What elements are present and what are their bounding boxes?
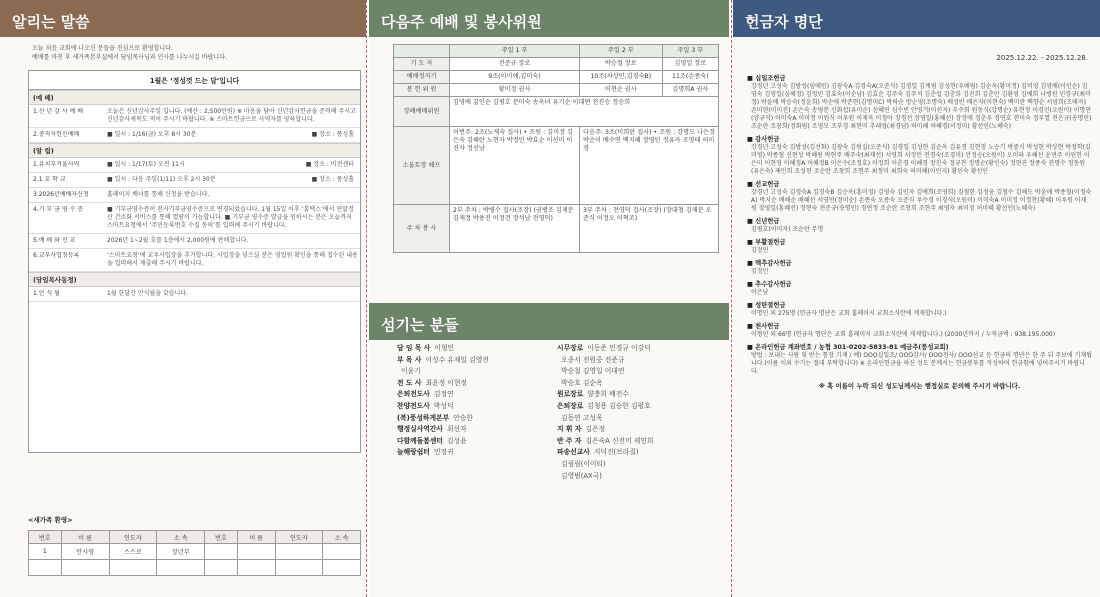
schedule-role: 장례예배위원 [394,97,450,127]
notice-value [107,161,358,169]
schedule-cell: 3부 주차 : 전영덕 집사(조장) (장대철 김재문 오준식 이정오 이혁조) [580,205,719,253]
server-entry [397,447,557,459]
server-names: 김은숙A 신전미 제민희 [585,436,654,445]
notice-value [107,131,358,139]
notice-text: ■ 일시 : 다음 주일(1/11) 오후 2시 30분 [107,176,216,183]
server-entry [557,424,717,436]
offering-names: 이형민 외 66명 (헌금자 명단은 교회 홈페이지 교회소식란에 게재합니다.) (2030년까지 / 누적금액 : 938,195,000) [751,331,1056,338]
schedule-role: 기 도 자 [394,58,450,71]
notice-place: ■ 장소 : 풍성홀 [311,176,354,183]
server-role: 은퇴장로 [557,401,584,410]
intro-line: 예배를 마친 후 새가족본부실에서 담임목사님과 인사를 나누시길 바랍니다. [32,53,227,61]
notice-value [107,108,358,124]
offering-category: ■ 온라인헌금 계좌번호 / 농협 301-0202-5833-81 예금주(풍성교회) [747,344,949,351]
notice-row [29,249,360,272]
server-line [397,424,717,436]
schedule-row [394,127,719,205]
schedule-row [394,71,719,84]
notice-row [29,188,360,203]
server-role: 전 도 사 [397,378,422,387]
server-names: 이형민 [434,344,455,352]
new-family-table [28,530,361,576]
schedule-cell: 박승철 장로 [580,58,663,71]
announcement-box [28,70,361,453]
table-cell [237,560,275,576]
server-names: 이동준 민경규 이강덕 [587,344,651,352]
server-entry [397,436,557,448]
server-line [397,401,717,413]
offering-category: ■ 천사헌금 [747,323,780,330]
notice-row [29,203,360,234]
notice-label: 1.안 식 월 [33,290,60,297]
schedule-role: 봉 헌 위 원 [394,84,450,97]
servers-list [397,343,717,482]
schedule-cell: 10조(차상민,김경숙B) [580,71,663,84]
table-cell [275,560,323,576]
schedule-row [394,58,719,71]
server-names: 안승한 [453,413,473,422]
offering-names: 이은남 [751,289,769,296]
server-entry [397,366,557,378]
notice-value [107,206,358,230]
offering-names: 김평호(이미자) 조순란 무명 [751,226,824,233]
offering-category: ■ 추수감사헌금 [747,281,792,288]
server-entry [397,459,557,471]
schedule-cell: 9조(이미애,김미숙) [450,71,580,84]
server-line [397,413,717,425]
table-row [29,560,361,576]
server-names: 김영범(AX국) [561,471,602,480]
server-role: 늘해랑쉼터 [397,448,430,457]
column-divider [731,0,732,597]
server-role: 부 목 사 [397,355,422,364]
server-line [397,459,717,471]
offering-list [747,70,1092,390]
table-cell [323,560,361,576]
notice-text: 1월 한달간 안식월을 갖습니다. [107,290,188,297]
table-cell [109,560,157,576]
server-entry [397,343,557,355]
server-entry [557,378,717,390]
notice-label: 4.기 부 금 영 수 증 [33,206,84,213]
announcements-header: 알리는 말씀 [0,0,366,37]
server-entry [557,436,717,448]
server-line [397,471,717,483]
notice-value [107,252,358,268]
table-cell: 안시영 [61,544,109,560]
server-names: 박승호 김순옥 [561,378,603,387]
schedule-role: 주 차 봉 사 [394,205,450,253]
schedule-cell: 김명희A 권사 [662,84,718,97]
server-names: 김청용 김승한 김평호 [587,401,651,410]
schedule-cell: 이번주: 2조(노재숙 집사) • 조원 : 김미정 김은숙 김혜란 노현자 박정민 박효순 이선미 이진자 정선남 [450,127,580,205]
server-names: 최윤정 이현정 [425,378,467,387]
schedule-row [394,205,719,253]
schedule-role: 예배정지기 [394,71,450,84]
servers-header: 섬기는 분들 [369,303,729,340]
notice-text: ‘스마트요청’에 교우사업장을 추가합니다. 사업장을 넣으실 분은 영업원 확인을 통해 접수된 내용을 입력해서 제출해 주시기 바랍니다. [107,252,358,267]
schedule-row [394,97,719,127]
next-week-header: 다음주 예배 및 봉사위원 [369,0,729,37]
schedule-header: 주일 1 부 [450,45,580,58]
server-names: 민정귀 [433,448,454,457]
new-family-header: 이 름 [237,531,275,544]
notice-place: ■ 장소 : 비전센터 [305,161,354,168]
new-family-header: 소 속 [323,531,361,544]
server-entry [397,378,557,390]
offering-category: ■ 십일조헌금 [747,75,786,82]
schedule-cell: 황미정 권사 [450,84,580,97]
server-entry [557,355,717,367]
offering-category: ■ 부활절헌금 [747,239,786,246]
server-names: 최선자 [446,425,467,434]
schedule-cell: 전준규 장로 [450,58,580,71]
notice-label: 6.교우사업정등록 [33,252,80,259]
schedule-cell: 김영배 김인순 김평호 문미숙 송옥녀 유기순 이대연 전진승 정승희 [450,97,719,127]
offering-category: ■ 맥추감사헌금 [747,260,792,267]
server-entry [397,424,557,436]
notice-label: 2.1 호 학 교 [33,176,66,183]
section-notices: (알 림) [29,143,360,158]
notice-row [29,173,360,188]
notice-value [107,191,358,199]
server-names: 김성윤 [446,436,467,445]
offering-names: 강경년 고성숙 김방성(김선화) 김광숙 김원실(오준식) 김경일 김성현 김순옥 김유경 김현정 노승기 박중식 박성현 박상현 박정학(김미영) 박종철 신현성 박혜원 박현주 배주숙(최재선) 서영희 서정민 전경숙(조경미) 안정승(오원이) 오미라 우혜선 윤연주 이원헌 이은미 이현영 이혜정A 이혜정B 이은수(조정호) 이정희 이춘경 이혜경 장진숙 정규찬 정명순(황인숙) 정현진 장종숙 전명수 정동원(유은숙) 제민희 조성현 조순란 조창희 조현주 최정미 최희숙 허미혜(이민지) 황인숙 황선인 [751,144,1091,175]
new-family-header: 번호 [205,531,238,544]
table-cell: 장년부 [157,544,205,560]
server-role: 찬양전도사 [397,401,430,410]
notice-label: 3.2026년예배자신청 [33,191,89,198]
column-divider [366,0,367,597]
server-entry [397,413,557,425]
server-role: 은퇴전도사 [397,390,430,399]
server-names: 김은정 [585,425,606,434]
new-family-header: 소 속 [157,531,205,544]
table-cell: 1 [29,544,62,560]
server-line [397,447,717,459]
server-line [397,343,717,355]
server-names: 박승철 김영일 이대연 [561,367,625,376]
new-family-header: 번호 [29,531,62,544]
server-role: 시무장로 [557,344,584,352]
server-role: 행정실사역간사 [397,425,443,434]
servers-header-wrap [369,303,729,340]
schedule-cell: 다음주: 3조(이희란 집사) • 조원 : 강명도 나은정 박순이 배수연 백지혜 장영민 정유자 조영태 허미경 [580,127,719,205]
welcome-intro [0,37,366,62]
offering-category: ■ 감사헌금 [747,136,780,143]
server-role: 반 주 자 [557,436,582,445]
server-names: 이윤기 [401,367,421,376]
new-family-header: 이 름 [61,531,109,544]
notice-row [29,128,360,143]
server-line [397,436,717,448]
schedule-cell: 2부 주차 : 박병수 집사(조장) (권병조 김재문 김재정 박용진 이정건 장석남 전영덕) [450,205,580,253]
schedule-cell: 김영일 장로 [662,58,718,71]
notice-label: 1.유치부겨울사역 [33,161,80,168]
server-names: 김동연 고성욱 [561,413,603,422]
notice-label: 5.예 배 와 선 교 [33,237,76,244]
server-entry [557,413,717,425]
offering-names: 김정민 [751,247,769,254]
server-line [397,389,717,401]
intro-line: 오늘 처음 교회에 나오신 분들을 진심으로 환영합니다. [32,45,173,52]
server-entry [557,471,717,483]
server-entry [557,447,717,459]
server-line [397,366,717,378]
offering-category: ■ 선교헌금 [747,181,780,188]
table-row [29,544,361,560]
notice-value [107,176,358,184]
table-cell [323,544,361,560]
server-line [397,355,717,367]
new-family-header: 인도자 [275,531,323,544]
server-names: 지덕진(브라질) [593,448,639,457]
table-cell [205,544,238,560]
month-theme-title: 1월은 ‘정성껏 드는 달’입니다 [29,71,360,90]
server-names: 김림림(이이티) [561,459,606,468]
table-cell [157,560,205,576]
table-cell: 스스로 [109,544,157,560]
server-line [397,378,717,390]
notice-text: 오늘은 신년감사주일 입니다. (예산 : 2,500만원) ※ 마음을 담아 신년감사헌금을 준비해 주시고 신년감사제목도 적어 주시기 바랍니다. ※ 스마트헌금으로 사역자를 양육합니다. [107,108,356,123]
schedule-cell: 11조(손종숙) [662,71,718,84]
notice-place: ■ 장소 : 풍성홀 [311,131,354,138]
new-family-header: 인도자 [109,531,157,544]
schedule-role: 소울토장 쉐프 [394,127,450,205]
server-role: (복)풍성하게본부 [397,413,450,422]
table-cell [237,544,275,560]
notice-text: 2026년 1~2월 호를 1층에서 2,000원에 판매합니다. [107,237,249,244]
server-entry [557,459,717,471]
server-entry [557,389,717,401]
notice-row [29,287,360,302]
section-worship: (예 배) [29,90,360,105]
section-pastor-news: (담임목사동정) [29,272,360,287]
server-entry [397,471,557,483]
server-entry [557,401,717,413]
schedule-header: 주일 2 부 [580,45,663,58]
table-cell [275,544,323,560]
server-entry [557,343,717,355]
server-role: 담 임 목 사 [397,344,431,352]
notice-label: 1.신 년 감 사 예 배 [33,108,84,115]
date-range: 2025.12.22. - 2025.12.28. [996,54,1088,62]
offering-names: 강경년 고성숙 김방성(임애민) 김광숙A 김경숙A(오준식) 김경일 김계림 김성현(우애림) 김순옥(황미정) 김비영 김영배(이인순) 김영숙 김영일(심혜정) 김정민 김효숙(이순남) 김효순 김주숙 김주석 김춘섭 김춘희 김진희 김춘만 김환영 김예희 나병원 민경규(최미정) 박윤애 박승숙(정윤희) 박순애 박준현(김명미C) 박하순 방순영(조명숙) 배성빈 배은자(이현숙) 백미란 백향순 서영희(조태자) 손미현(이미진) 손은숙 송영분 신화섭(유미순) 신혜연 심수빈 안영기(이선자) 우수희 원동식(강명순) 유현정 이경민(오원이) 이명연(양규석) 이미숙A 이미정 이원식 이우원 이재욱 이정아 장경선 장영일(홍혜선) 장정애 정춘우 정연호 전미숙 정부열 천은규(송명민) 조순란 조창희(정화림) 조영모 조부경 최현미 추래영(최경남) 허미혜 허혜경(서정미) 황선인(노혜숙) [751,83,1092,130]
offering-footnote: ※ 혹 이름이 누락 되신 성도님께서는 행정실로 문의해 주시기 바랍니다. [818,382,1021,390]
notice-text: ■ 일시 : 1/16(금) 오후 8시 30분 [107,131,197,138]
notice-row [29,234,360,249]
new-family-title: <새가족 환영> [28,516,73,524]
table-cell [61,560,109,576]
notice-label: 2.중직자헌신예배 [33,131,80,138]
server-names: 이성수 유재일 김영전 [425,355,489,364]
server-names: 양충희 배전수 [587,390,629,399]
notice-row [29,105,360,128]
offering-header: 헌금자 명단 [733,0,1100,37]
offering-names: 방법 : 보내는 사람 및 받는 통장 기재 / 예) OOO십일조/ OOO감사/ OOO천사/ OOO선교 등 헌금의 명단은 한 주 뒤 주보에 기재됩니다.(이름 이외 수기는 절대 부탁합니다) ※ 온라인헌금을 하신 성도 분께서는 헌금봉투를 작성하여 헌금함에 넣어주시기 바랍니다. [751,352,1093,375]
server-names: 박성덕 [433,401,454,410]
notice-text: 홈페이지 배너를 통해 신청을 받습니다. [107,191,210,198]
notice-text: ■ 일시 : 1/17(토) 오전 11시 [107,161,185,168]
notice-row [29,158,360,173]
server-entry [557,366,717,378]
server-role: 다함께돌봄센터 [397,436,443,445]
server-entry [397,389,557,401]
server-names: 오종서 전원중 전준규 [561,355,625,364]
schedule-header [394,45,450,58]
schedule-header: 주일 3 부 [662,45,718,58]
schedule-cell: 이현순 권사 [580,84,663,97]
table-cell [29,560,62,576]
server-entry [397,401,557,413]
offering-category: ■ 성탄절헌금 [747,302,786,309]
server-entry [397,355,557,367]
server-role: 원로장로 [557,390,584,399]
offering-names: 김정민 [751,268,769,275]
server-role: 파송선교사 [557,448,590,457]
table-cell [205,560,238,576]
offering-category: ■ 신년헌금 [747,218,780,225]
offering-names: 강경년 고성숙 김경숙A 김경숙B 김순옥(홍미정) 김영숙 김인자 김예희(조영희) 김철한 김정웅 김철수 김해도 박윤애 박종철(이정숙A) 박지순 배해순 배혜선 서영민(정미순) 손종숙 오종숙 오준식 우수경 이경식(오원이) 이미숙A 이미정 이정찬(황혜) 이우원 이재원 장영일(홍혜선) 장현숙 전준규(송명민) 정연정 조순란 조창희 조현주 최영자 최미정 허미혜 황선인(노혜숙) [751,189,1092,212]
server-role: 지 휘 자 [557,425,582,434]
notice-value [107,237,358,245]
schedule-row [394,84,719,97]
notice-value [107,290,358,298]
server-names: 김정연 [433,390,454,399]
offering-names: 이명민 외 275명 (헌금자 명단은 교회 홈페이지 교회소식란에 게재합니다.) [751,310,947,317]
notice-text: ■ 기부금영수증이 전자기부금영수증으로 변경되었습니다. 1월 15일 이후 ‘홈택스’에서 연말정산 간소화 서비스를 통해 열람이 가능합니다. ■ 기부금 영수증 발급을 원하시는 분은 오늘까지 스마트요청에서 ‘주민등록번호 수집 동의’를 입력해 주시기 바랍니다. [107,206,354,229]
next-week-schedule-table [393,44,719,253]
